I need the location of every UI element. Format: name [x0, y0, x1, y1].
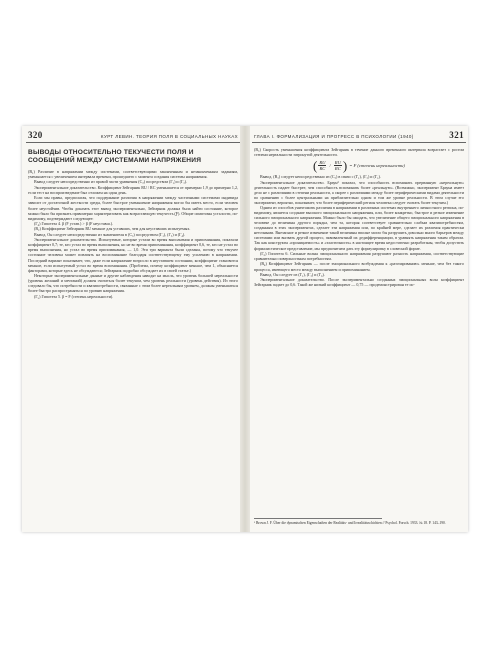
paragraph: (Γ₄) Гипотеза 4. β (F устав.) > β (F неуставш.).: [34, 221, 114, 227]
paragraph: (B₁) Различие в напряжении между системами, соответствующими законченным и незаконченным заданиям, уменьшается с увеличением интервала времени, прошедшего с момента создания системы напряжения.: [28, 169, 238, 180]
left-page: [26, 130, 240, 528]
left-page-body: [26, 169, 240, 299]
formula-fraction-right: [334, 160, 342, 171]
paragraph: Если мы правы, предполагая, что поддержание различия в напряжении между частичными системами индивида зависит от достаточной жесткости среды, более быстрое уменьшение напряжения могло бы иметь место, если человек более неустойчив. Чтобы доказать этот вывод экспериментально, Зейгарник должна была найти состояние, которое можно было бы признать правомерно характеризовать как возрастающую текучесть (Ƒ). Общие симптомы усталости, по-видимому, подтверждают следующее:: [28, 195, 239, 221]
paragraph: Вывод. Он следует из (Γ₁), (Γ₃) и (Γ₆).: [260, 271, 325, 277]
formula-numerator: RU: [334, 160, 341, 166]
paragraph: Некоторые экспериментальные данные и другие наблюдения наводят на мысль, что уровень большей нереальности (уровень желаний и мечтаний) должен считаться более текучим, чем уровень реальности (уровень действия). Из этого следовало бы, что потребности и квазипотребности, связанные с этим более нереальным уровнем, должны уменьшаться более быстро распространяться по уровню напряжения.: [28, 273, 238, 294]
formula-denominator: RC: [334, 166, 341, 172]
right-page-body: [252, 147, 466, 287]
paragraph: Вывод. Он следует непосредственно из знаменателя в (C₃) посредством (Γ₁), (Γ₃) и (Γ₄).: [34, 231, 186, 237]
formula-fraction-left: [318, 160, 326, 171]
right-page-number: 321: [449, 130, 464, 140]
book-spread: [22, 126, 468, 532]
formula-denominator: RC: [319, 166, 326, 172]
right-page: [252, 130, 466, 528]
right-running-title: ГЛАВА I. ФОРМАЛИЗАЦИЯ И ПРОГРЕСС В ПСИХОЛОГИИ (1940): [254, 134, 414, 139]
paragraph: Экспериментальное доказательство. После экспериментально созданных эмоциональных волн коэффициент Зейгарник падает до 0,6. Такой же низкий коэффициент — 0,75 — продемонстрирован те ис-: [254, 277, 464, 288]
paragraph: (Γ₆) Гипотеза 6. Сильные волны эмоционального напряжения разрушают разность напряжения, соответствующие сравнительно поверхностным потребностям.: [254, 250, 464, 262]
paragraph: Вывод следует непосредственно из правой части уравнения (C₂) посредством (Γ₁) и (Γ₃).: [34, 179, 188, 185]
left-page-number: 320: [28, 130, 43, 140]
section-title: ВЫВОДЫ ОТНОСИТЕЛЬНО ТЕКУЧЕСТИ ПОЛЯ И СООБЩЕНИЙ МЕЖДУ СИСТЕМАМИ НАПРЯЖЕНИЯ: [28, 149, 202, 164]
paragraph: (B₄) Коэффициент Зейгарник — после эмоционального возбуждения к «разочарованию» меньше, чем без такого процесса, имеющего место между выполнением и припоминанием.: [254, 261, 464, 272]
paragraph: (B₃) Скорость уменьшения коэффициента Зейгарник в течение данного временного интервала возрастает с ростом степени нереальности затронутой деятельности.: [254, 147, 464, 158]
footnote: [254, 518, 446, 526]
formula-paren-open: (: [313, 158, 318, 174]
formula-rhs: = F (степень нереальности): [349, 163, 405, 169]
left-running-title: КУРТ ЛЕВИН. ТЕОРИЯ ПОЛЯ В СОЦИАЛЬНЫХ НАУКАХ: [100, 134, 238, 139]
zeigarnik-formula: [254, 159, 464, 172]
formula-numerator: RU: [319, 160, 326, 166]
formula-divider: /: [329, 163, 331, 169]
paragraph: Экспериментальное доказательство. Браун¹ показал, что способность вспоминать прерванную «нереальную» деятельность падает быстрее, чем способность вспоминать более «реальную». (Возможно, эксперимент Брауна имеет дело не с различиями в степени реальности, а скорее с различиями между более периферическими видами деятельности по сравнению с более центральными на приблизительно одном и том же уровне реальности. В этом случае его эксперимент, вероятно, показывает, что более периферический регион человека следует считать более текучим.): [254, 179, 464, 205]
paragraph: Экспериментальное доказательство. Испытуемые, которые устали во время выполнения и припоминания, показали коэффициент 0,7; те, кто устал во время выполнения, но не во время припоминания, коэффициент 0,6, те, кто не устал во время выполнения, но устал во время припоминания, — 1,0. Эти три варианта были сделаны, потому что текучее состояние человека может повлиять на воспоминание благодаря соответствующему ему усилению в напряжении. Последний вариант показывает, что, даже если напряжение возросло в неуставшем состоянии, коэффициент становится меньше, если испытуемый устал во время вспоминания. (Проблема, почему коэффициент меньше, чем 1, объясняется факторами, которые здесь не обсуждаются; Зейгарник подробно обсуждает их в своей статье.): [28, 237, 238, 273]
left-page-header: [26, 130, 240, 143]
paragraph: Вывод. (B₃) следует непосредственно из (C₃) в связи с (Γ₁), (Γ₃) и (Γ₅).: [260, 174, 381, 180]
paragraph: (Γ₅) Гипотеза 5. β = F (степень нереальности).: [34, 293, 114, 299]
paragraph: Одним из способов уничтожить различия в напряжении в различных системах внутреннего личностного региона, по-видимому, является создание высокого эмоционального напряжения, или, более конкретно, быстрое и резкое изменение сильного эмоционального напряжения. Можно было бы ожидать, что увеличение общего эмоционального напряжения в человеке до величины другого порядка, чем та, которая соответствует сравнительно слабым квазипотребностям, созданным в этих экспериментах, сделает эти напряжения или, по крайней мере, сделает их различия практически неточными. Внезапное и резкое изменение такой величины вполне могло бы разрушить довольно много барьеров между системами или вызвать другой процесс, эквивалентный их дедифференциации, в уравнять напряжения таким образом. Так как конструкты «проницаемость» и «эластичность» в настоящее время недостаточно разработаны, чтобы допустить формалистическое представление, мы предпочитаем дать эту формулировку в словесной форме.: [254, 205, 464, 251]
paragraph: (B₂) Коэффициент Зейгарник RU меньше для уставших, чем для неуставших испытуемых.: [34, 226, 191, 232]
formula-paren-close: ): [342, 158, 348, 174]
footnote-text: ¹ Brown J. F. Über die dynamischen Eigenschaften der Realitäts- und Irrealitätsschichten // Psychol. Forsch. 1933. № 18. P. 143–190.: [254, 521, 446, 526]
paragraph: Экспериментальное доказательство. Коэффициент Зейгарник RU / RC уменьшается от примерно 1,9 до примерно 1,2, если тест на воспроизведение был отложен на один день.: [28, 184, 238, 195]
book-gutter: [240, 126, 250, 532]
right-page-header: [252, 130, 466, 143]
